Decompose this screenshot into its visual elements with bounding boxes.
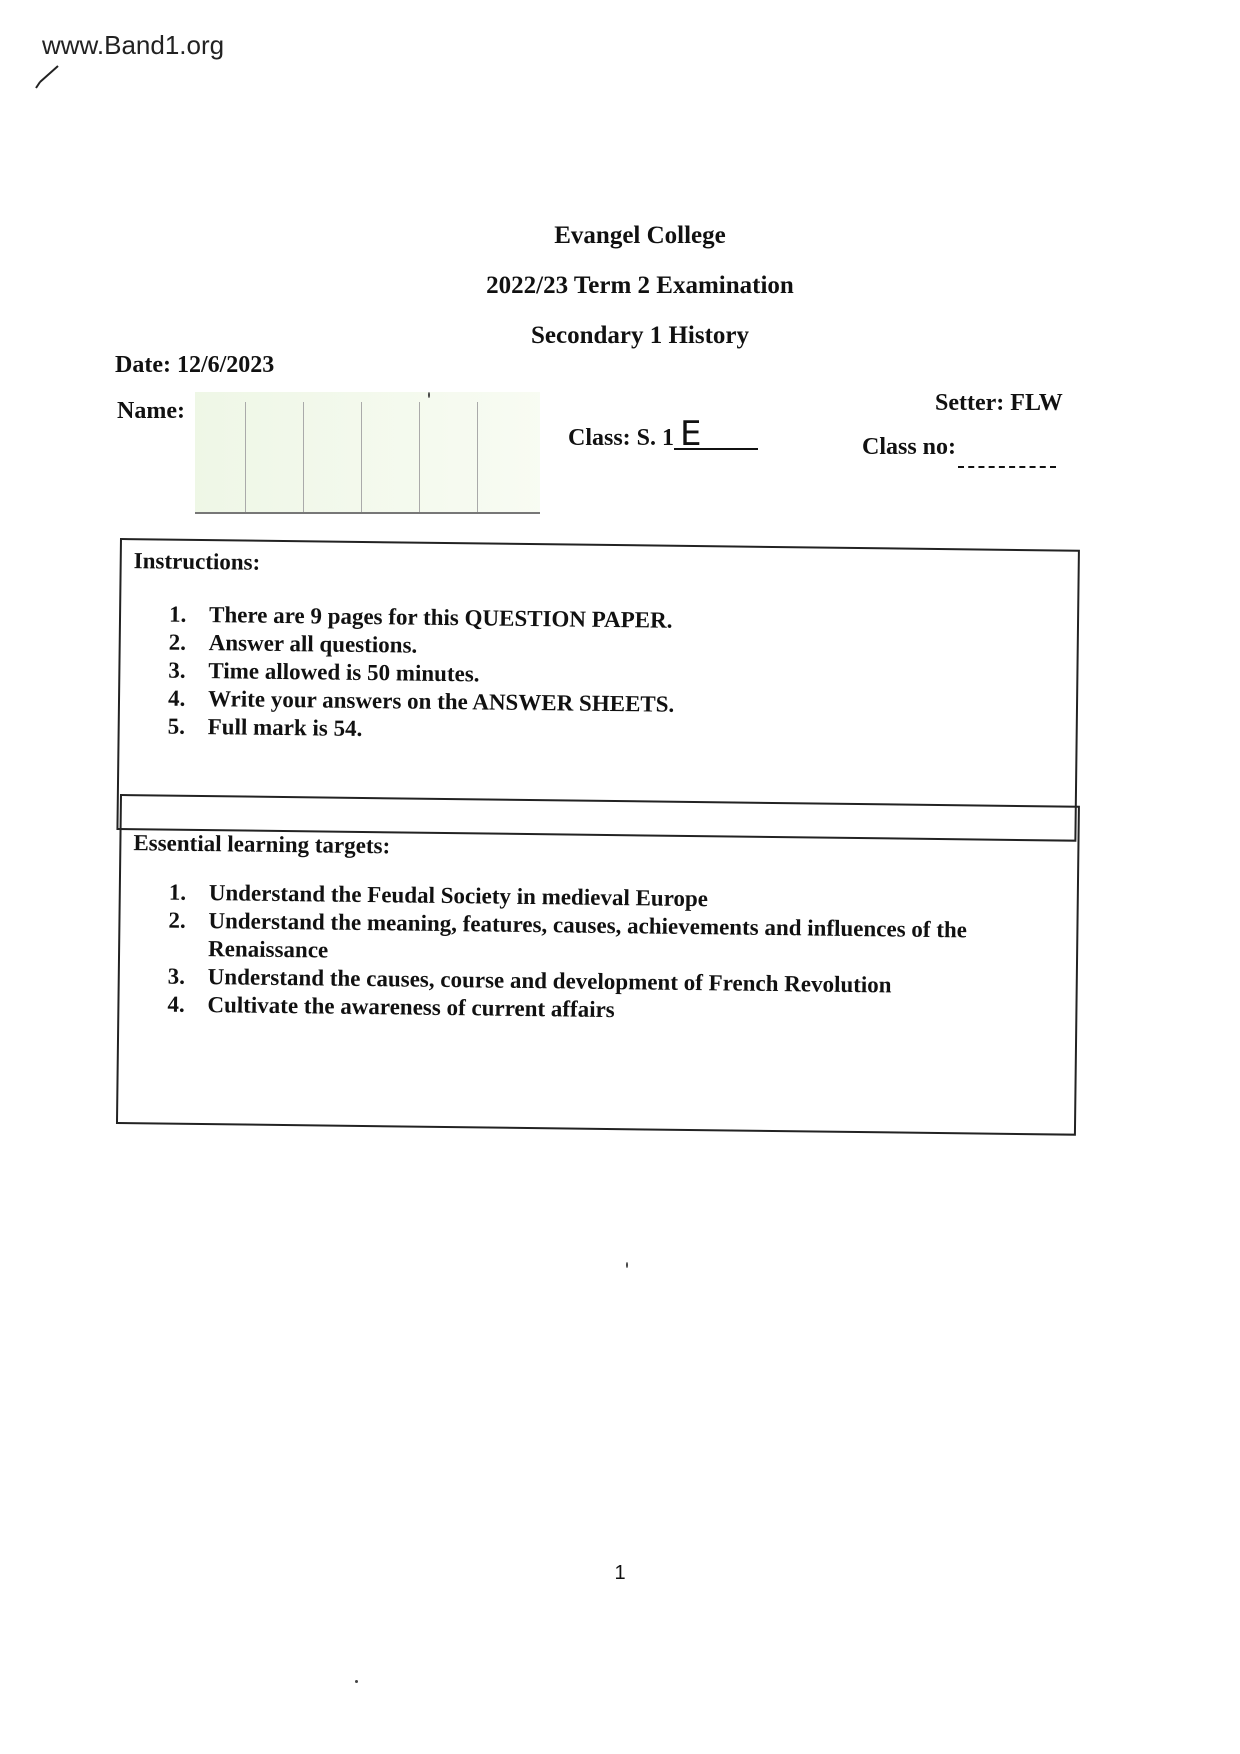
class-no-label: Class no: [862, 434, 957, 460]
date-label: Date: [115, 352, 171, 378]
learning-targets-list [167, 879, 1029, 1029]
list-item: 2. Understand the meaning, features, causes, achievements and influences of the Renaissance [168, 907, 968, 963]
instructions-title: Instructions: [133, 548, 261, 575]
class-value-handwritten: E [674, 420, 758, 450]
learning-targets-title: Essential learning targets: [133, 830, 391, 859]
list-item: 4. Write your answers on the ANSWER SHEETS. [167, 685, 675, 717]
school-name: Evangel College [554, 222, 726, 249]
scan-speck [626, 1262, 628, 1268]
scan-speck [355, 1680, 358, 1683]
list-item: 1. There are 9 pages for this QUESTION PAPER. [168, 601, 673, 633]
name-redacted-area [195, 392, 540, 514]
setter-value: FLW [1010, 390, 1063, 416]
class-no-blank [958, 466, 1056, 468]
date-field [115, 352, 274, 379]
list-item: 5. Full mark is 54. [167, 713, 363, 741]
scan-speck [428, 392, 430, 398]
subject-title: Secondary 1 History [530, 322, 750, 349]
instructions-list [168, 601, 676, 747]
list-item: 3. Time allowed is 50 minutes. [168, 657, 480, 687]
pen-tick-mark [34, 62, 64, 92]
class-field [568, 414, 758, 454]
setter-field [935, 390, 1063, 417]
list-item: 2. Answer all questions. [168, 629, 418, 658]
name-label: Name: [117, 398, 185, 424]
class-label: Class: S. 1 [568, 425, 675, 451]
setter-label: Setter: [935, 390, 1005, 416]
exam-title: 2022/23 Term 2 Examination [486, 272, 794, 299]
page-number: 1 [614, 1562, 626, 1584]
learning-targets-box [116, 794, 1080, 1136]
watermark-url: www.Band1.org [42, 30, 225, 60]
list-item: 1. Understand the Feudal Society in medieval Europe [168, 879, 709, 912]
list-item: 3. Understand the causes, course and development of French Revolution [167, 963, 892, 998]
date-value: 12/6/2023 [176, 352, 275, 378]
list-item: 4. Cultivate the awareness of current affairs [167, 991, 615, 1023]
